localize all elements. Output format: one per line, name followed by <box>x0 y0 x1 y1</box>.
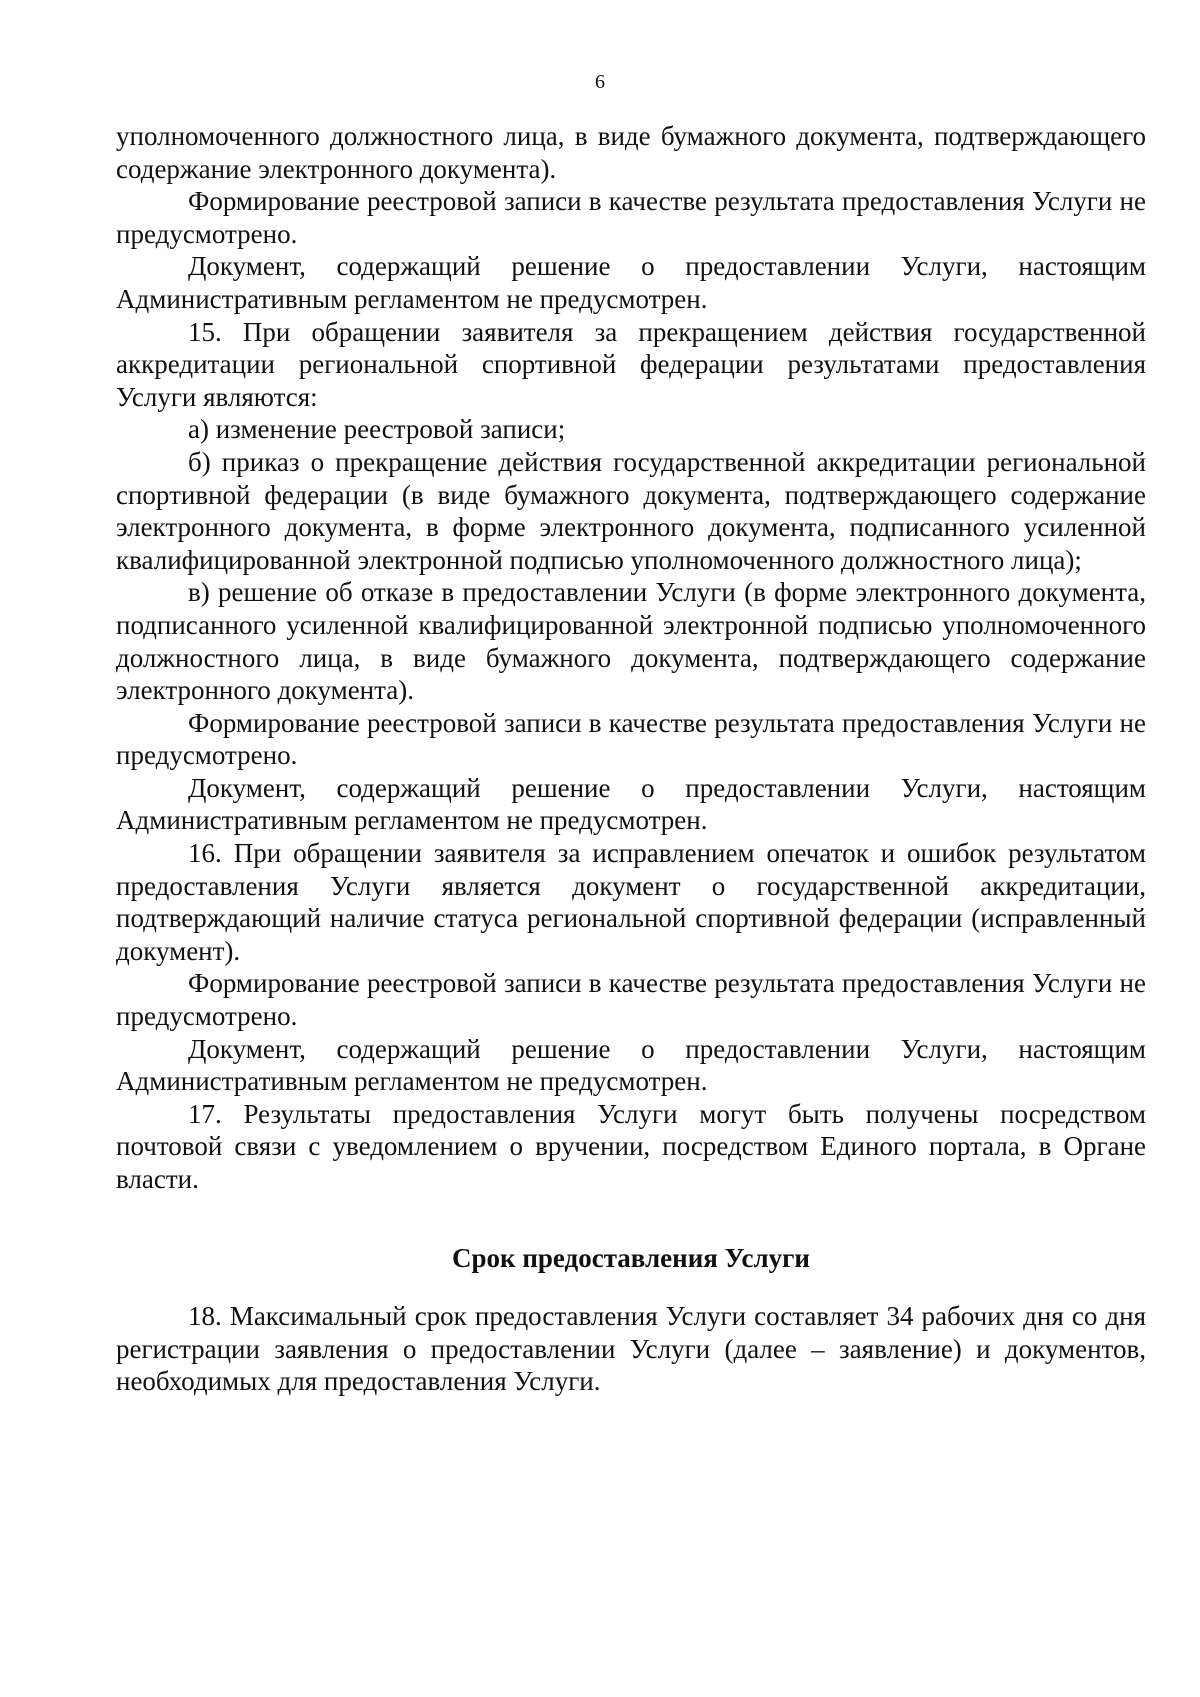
paragraph: Документ, содержащий решение о предоставлении Услуги, настоящим Административным регламентом не предусмотрен. <box>116 251 1146 314</box>
paragraph-item-18: 18. Максимальный срок предоставления Услуги составляет 34 рабочих дня со дня регистрации заявления о предоставлении Услуги (далее – заявление) и документов, необходимых для предоставления Услуги. <box>116 1301 1146 1397</box>
paragraph-subitem-a: а) изменение реестровой записи; <box>188 414 566 445</box>
paragraph: уполномоченного должностного лица, в виде бумажного документа, подтверждающего содержание электронного документа). <box>116 121 1146 184</box>
paragraph: Формирование реестровой записи в качестве результата предоставления Услуги не предусмотрено. <box>116 186 1146 249</box>
paragraph: Формирование реестровой записи в качестве результата предоставления Услуги не предусмотрено. <box>116 707 1146 771</box>
page-number: 6 <box>595 71 605 93</box>
section-heading: Срок предоставления Услуги <box>452 1242 810 1273</box>
paragraph-subitem-b: б) приказ о прекращение действия государственной аккредитации региональной спортивной федерации (в виде бумажного документа, подтверждающего содержание электронного документа, в форме электронного документа, подписанного усиленной квалифицированной электронной подписью уполномоченного должностного лица); <box>116 446 1146 575</box>
paragraph-item-17: 17. Результаты предоставления Услуги могут быть получены посредством почтовой связи с уведомлением о вручении, посредством Единого портала, в Органе власти. <box>116 1098 1146 1194</box>
paragraph: Документ, содержащий решение о предоставлении Услуги, настоящим Административным регламентом не предусмотрен. <box>116 1033 1146 1097</box>
document-body <box>116 120 1146 1398</box>
paragraph-item-16: 16. При обращении заявителя за исправлением опечаток и ошибок результатом предоставления Услуги является документ о государственной аккредитации, подтверждающий наличие статуса региональной спортивной федерации (исправленный документ). <box>116 838 1146 966</box>
paragraph-subitem-v: в) решение об отказе в предоставлении Услуги (в форме электронного документа, подписанного усиленной квалифицированной электронной подписью уполномоченного должностного лица, в виде бумажного документа, подтверждающего содержание электронного документа). <box>116 577 1146 706</box>
paragraph-item-15: 15. При обращении заявителя за прекращением действия государственной аккредитации региональной спортивной федерации результатами предоставления Услуги являются: <box>116 316 1146 412</box>
paragraph: Формирование реестровой записи в качестве результата предоставления Услуги не предусмотрено. <box>116 968 1146 1032</box>
paragraph: Документ, содержащий решение о предоставлении Услуги, настоящим Административным регламентом не предусмотрен. <box>116 772 1146 836</box>
